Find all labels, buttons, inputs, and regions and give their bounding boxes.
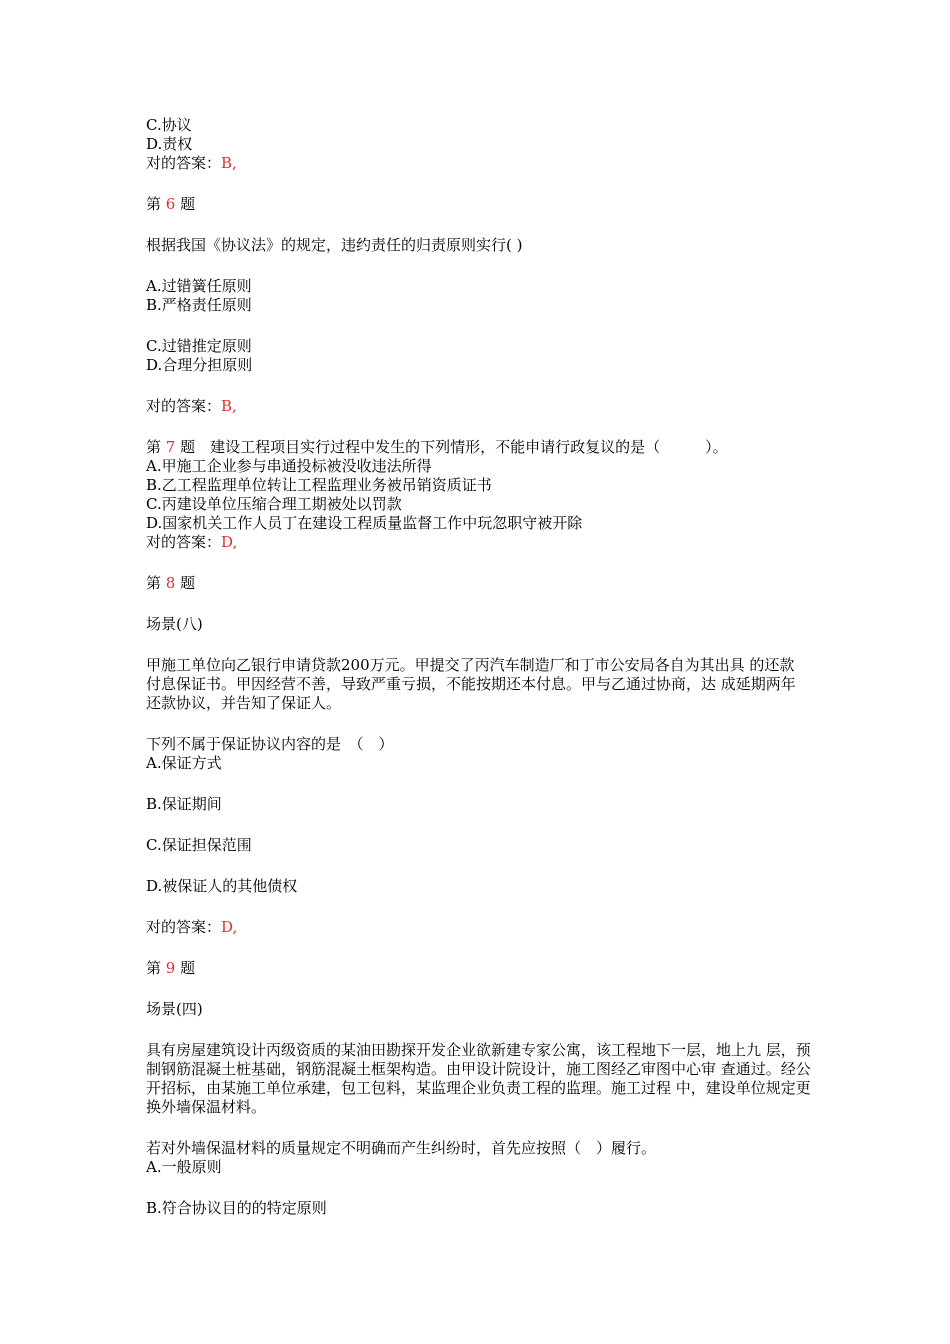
q8-answer	[146, 918, 816, 937]
q6-option-d: D.合理分担原则	[146, 356, 253, 374]
q9-option-a: A.一般原则	[146, 1158, 222, 1176]
answer-value: B,	[221, 397, 237, 415]
answer-label: 对的答案：	[146, 918, 222, 936]
q7-option-a: A.甲施工企业参与串通投标被没收违法所得	[146, 457, 432, 475]
q7-option-d: D.国家机关工作人员丁在建设工程质量监督工作中玩忽职守被开除	[146, 514, 583, 532]
q6-answer	[146, 397, 816, 416]
q8-option-b: B.保证期间	[146, 795, 222, 813]
q8-option-d: D.被保证人的其他债权	[146, 877, 298, 895]
q5-option-c: C.协议	[146, 116, 192, 134]
answer-label: 对的答案：	[146, 154, 222, 172]
q6-option-b: B.严格责任原则	[146, 296, 252, 314]
q8-option-a: A.保证方式	[146, 754, 222, 772]
q7-option-b: B.乙工程监理单位转让工程监理业务被吊销资质证书	[146, 476, 492, 494]
answer-value: B,	[221, 154, 237, 172]
answer-value: D,	[221, 533, 238, 551]
q9-heading: 第 9 题	[146, 959, 196, 977]
answer-label: 对的答案：	[146, 533, 222, 551]
q7-answer	[146, 533, 816, 552]
q8-option-c: C.保证担保范围	[146, 836, 252, 854]
document-page	[146, 116, 816, 1218]
q6-option-c: C.过错推定原则	[146, 337, 252, 355]
q9-scene: 场景(四)	[146, 1000, 203, 1018]
q9-option-b: B.符合协议目的的特定原则	[146, 1199, 327, 1217]
q6-option-a: A.过错簧任原则	[146, 277, 252, 295]
question-number: 8	[165, 574, 176, 592]
question-number: 6	[165, 195, 176, 213]
q8-passage: 甲施工单位向乙银行申请贷款200万元。甲提交了丙汽车制造厂和丁市公安局各自为其出具 的还款付息保证书。甲因经营不善，导致严重亏损，不能按期还本付息。甲与乙通过协商，达 成延期两年还款协议，并告知了保证人。	[146, 656, 796, 712]
q6-heading: 第 6 题	[146, 195, 196, 213]
answer-label: 对的答案：	[146, 397, 222, 415]
answer-value: D,	[221, 918, 238, 936]
q5-option-d: D.责权	[146, 135, 193, 153]
q8-stem: 下列不属于保证协议内容的是 （ ）	[146, 735, 394, 753]
q6-stem: 根据我国《协议法》的规定，违约责任的归责原则实行( )	[146, 236, 523, 254]
q7-stem: 建设工程项目实行过程中发生的下列情形，不能申请行政复议的是（ ）。	[195, 438, 728, 456]
q9-passage: 具有房屋建筑设计丙级资质的某油田勘探开发企业欲新建专家公寓，该工程地下一层，地上九 层，预制钢筋混凝土桩基础，钢筋混凝土框架构造。由甲设计院设计，施工图经乙审图中心审 查通过。经公开招标，由某施工单位承建，包工包料，某监理企业负责工程的监理。施工过程 中，建设单位规定更换外墙保温材料。	[146, 1041, 811, 1116]
question-number: 7	[165, 438, 176, 456]
question-number: 9	[165, 959, 176, 977]
q7-heading: 第 7 题 建设工程项目实行过程中发生的下列情形，不能申请行政复议的是（ ）。	[146, 438, 728, 456]
q5-answer	[146, 154, 816, 173]
q9-stem: 若对外墙保温材料的质量规定不明确而产生纠纷时，首先应按照（ ）履行。	[146, 1139, 657, 1157]
q8-scene: 场景(八)	[146, 615, 203, 633]
q8-heading: 第 8 题	[146, 574, 196, 592]
q7-option-c: C.丙建设单位压缩合理工期被处以罚款	[146, 495, 402, 513]
